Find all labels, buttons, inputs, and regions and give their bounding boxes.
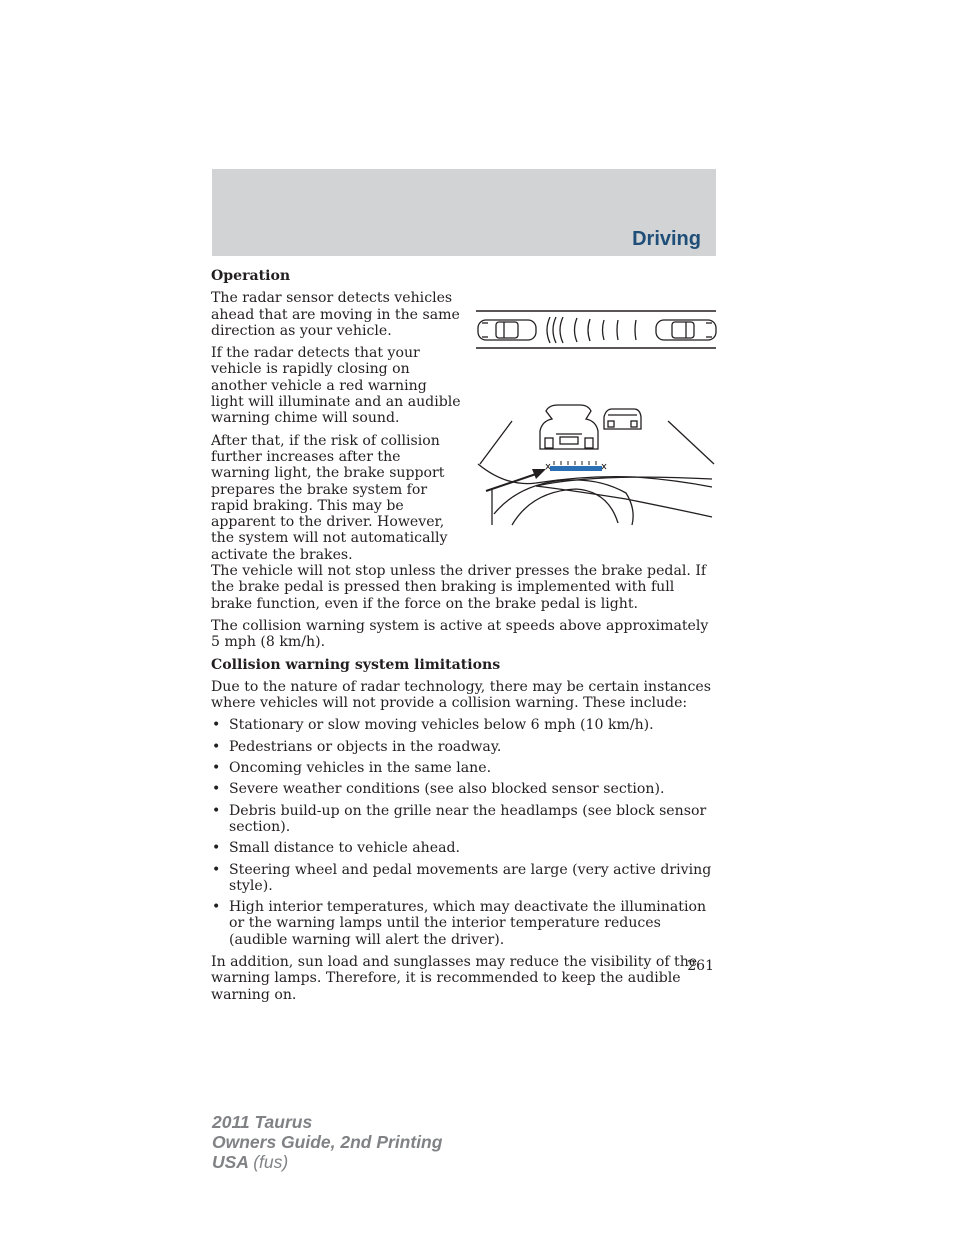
- list-item: • Small distance to vehicle ahead.: [211, 840, 716, 856]
- list-item: • Debris build-up on the grille near the headlamps (see block sensor section).: [211, 803, 716, 836]
- footer: [212, 1112, 442, 1172]
- footer-code: (fus): [253, 1152, 289, 1172]
- paragraph: The vehicle will not stop unless the driver presses the brake pedal. If the brake pedal is pressed then braking is implemented with full brake function, even if the force on the brake pedal is light.: [211, 563, 707, 612]
- footer-region: USA: [212, 1152, 249, 1172]
- paragraph: The radar sensor detects vehicles ahead that are moving in the same direction as your vehicle.: [211, 290, 460, 339]
- limitations-heading: Collision warning system limitations: [211, 656, 501, 673]
- paragraph: After that, if the risk of collision further increases after the warning light, the brake support prepares the brake system for rapid braking. This may be apparent to the driver. However, the system will not automatically activate the brakes.: [211, 432, 448, 563]
- paragraph: The collision warning system is active at speeds above approximately 5 mph (8 km/h).: [211, 617, 709, 651]
- section-title: Driving: [632, 228, 701, 250]
- footer-line: Owners Guide, 2nd Printing: [212, 1132, 443, 1152]
- page-number: 261: [687, 958, 714, 974]
- footer-line: 2011 Taurus: [212, 1112, 313, 1132]
- operation-heading: Operation: [211, 268, 291, 284]
- list-item: • Severe weather conditions (see also blocked sensor section).: [211, 781, 716, 797]
- limitations-list: [211, 717, 716, 948]
- list-item: • Pedestrians or objects in the roadway.: [211, 739, 716, 755]
- page-content: [211, 268, 716, 1009]
- operation-intro: [211, 290, 463, 563]
- list-item: • Steering wheel and pedal movements are large (very active driving style).: [211, 862, 716, 895]
- paragraph: In addition, sun load and sunglasses may reduce the visibility of the warning lamps. Therefore, it is recommended to keep the audible warning on.: [211, 953, 698, 1003]
- footer-line: [212, 1152, 442, 1172]
- paragraph: If the radar detects that your vehicle is rapidly closing on another vehicle a red warning light will illuminate and an audible warning chime will sound.: [211, 345, 461, 427]
- paragraph: Due to the nature of radar technology, there may be certain instances where vehicles will not provide a collision warning. These include:: [211, 678, 711, 712]
- list-item: • Oncoming vehicles in the same lane.: [211, 760, 716, 776]
- list-item: • High interior temperatures, which may deactivate the illumination or the warning lamps until the interior temperature reduces (audible warning will alert the driver).: [211, 899, 716, 948]
- header-band: [212, 169, 716, 256]
- list-item: • Stationary or slow moving vehicles below 6 mph (10 km/h).: [211, 717, 716, 733]
